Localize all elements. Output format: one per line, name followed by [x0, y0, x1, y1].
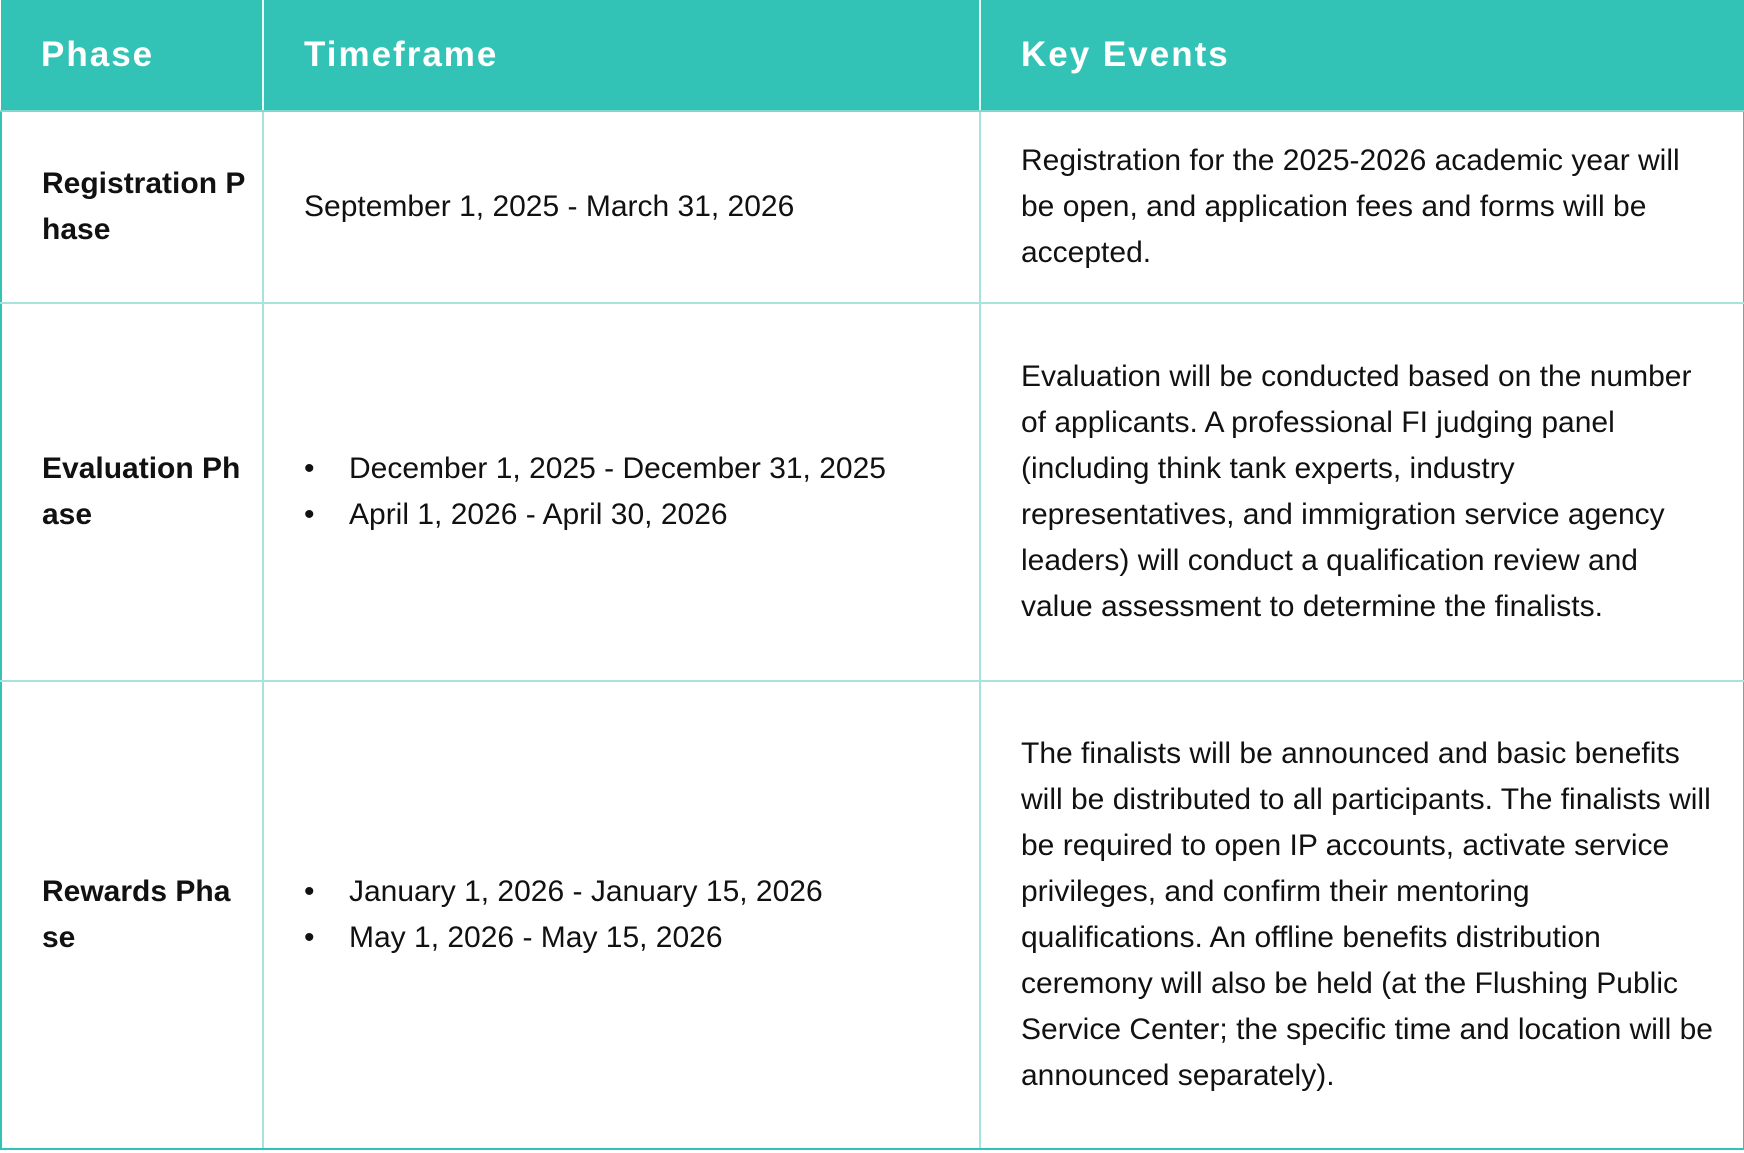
- date-list-item: [304, 869, 951, 915]
- header-timeframe: Timeframe: [263, 0, 980, 111]
- timeframe-cell: [263, 303, 980, 681]
- bullet-icon: •: [304, 498, 315, 531]
- bullet-icon: •: [304, 875, 315, 908]
- date-range: April 1, 2026 - April 30, 2026: [349, 498, 728, 531]
- header-phase: Phase: [1, 0, 263, 111]
- bullet-icon: •: [304, 921, 315, 954]
- date-list-item: [304, 915, 951, 961]
- header-key-events: Key Events: [980, 0, 1744, 111]
- key-events-cell: [980, 111, 1744, 303]
- timeframe-cell: [263, 681, 980, 1149]
- date-range: January 1, 2026 - January 15, 2026: [349, 875, 823, 908]
- phase-cell: Rewards Phase: [1, 681, 263, 1149]
- table-row-evaluation: [1, 303, 1744, 681]
- timeframe-cell: September 1, 2025 - March 31, 2026: [263, 111, 980, 303]
- phase-cell: Registration Phase: [1, 111, 263, 303]
- date-range: December 1, 2025 - December 31, 2025: [349, 452, 886, 485]
- date-list-item: [304, 446, 951, 492]
- date-range: May 1, 2026 - May 15, 2026: [349, 921, 723, 954]
- key-events-cell: [980, 303, 1744, 681]
- bullet-icon: •: [304, 452, 315, 485]
- header-row: [1, 0, 1744, 111]
- date-list: [304, 869, 951, 961]
- table-row-rewards: [1, 681, 1744, 1149]
- table-header: [1, 0, 1744, 111]
- key-events-cell: [980, 681, 1744, 1149]
- key-events-text: Registration for the 2025-2026 academic year will be open, and application fees and forms will be accepted.: [1021, 144, 1680, 269]
- key-events-text: The finalists will be announced and basic benefits will be distributed to all participants. The finalists will be required to open IP accounts, activate service privileges, and confirm their mentoring qualifications. An offline benefits distribution ceremony will also be held (at the Flushing Public Service Center; the specific time and location will be announced separately).: [1021, 737, 1713, 1092]
- table-body: [1, 111, 1744, 1149]
- key-events-text: Evaluation will be conducted based on the number of applicants. A professional FI judging panel (including think tank experts, industry representatives, and immigration service agency leaders) will conduct a qualification review and value assessment to determine the finalists.: [1021, 360, 1692, 623]
- date-list: [304, 446, 951, 538]
- date-list-item: [304, 492, 951, 538]
- phase-cell: Evaluation Phase: [1, 303, 263, 681]
- table-row-registration: [1, 111, 1744, 303]
